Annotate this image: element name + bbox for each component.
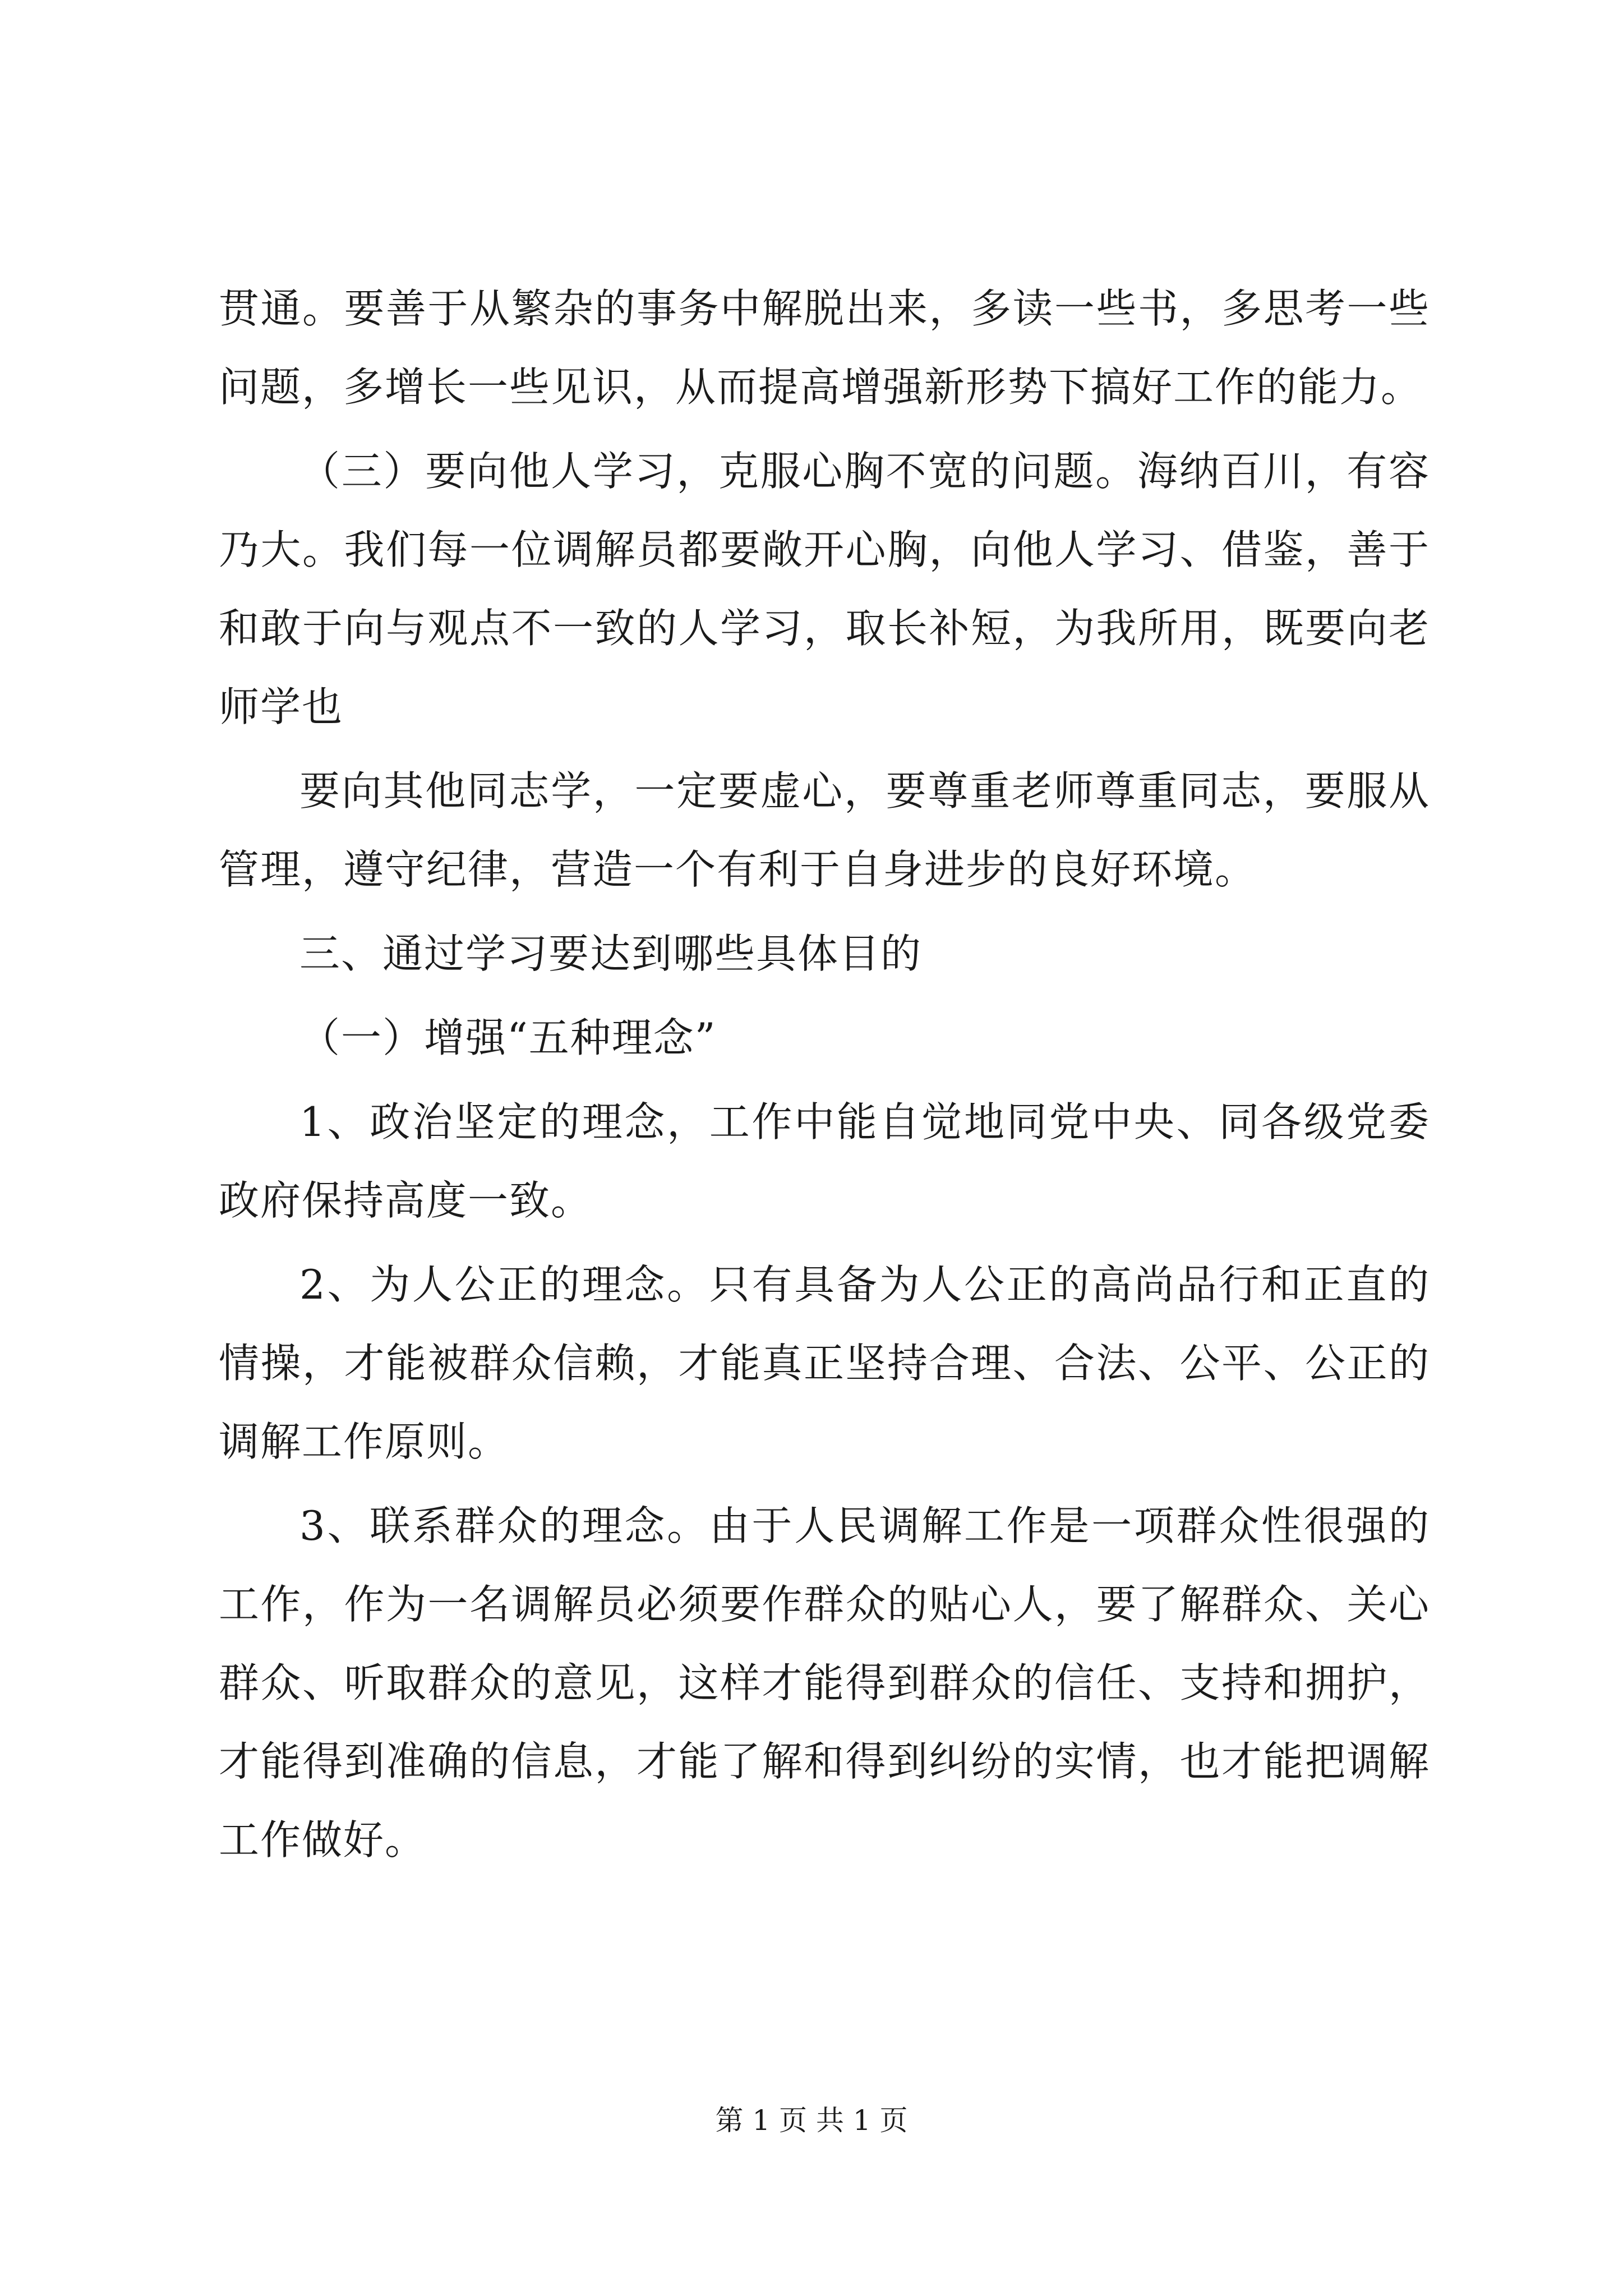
- subsection-heading: （一）增强“五种理念”: [299, 1014, 717, 1061]
- list-item-3: 3、联系群众的理念。由于人民调解工作是一项群众性很强的工作，作为一名调解员必须要作群众的贴心人，要了解群众、关心群众、听取群众的意见，这样才能得到群众的信任、支持和拥护，才能得到准确的信息，才能了解和得到纠纷的实情，也才能把调解工作做好。: [219, 1502, 1430, 1864]
- section-heading: 三、通过学习要达到哪些具体目的: [299, 930, 923, 977]
- page-number-label: 第 1 页 共 1 页: [715, 2104, 908, 2137]
- list-item-1: 1、政治坚定的理念，工作中能自觉地同党中央、同各级党委政府保持高度一致。: [219, 1098, 1430, 1224]
- paragraph-2: （三）要向他人学习，克服心胸不宽的问题。海纳百川，有容乃大。我们每一位调解员都要敞开心胸，向他人学习、借鉴，善于和敢于向与观点不一致的人学习，取长补短，为我所用，既要向老师学也: [219, 448, 1430, 730]
- paragraph-3: 要向其他同志学，一定要虚心，要尊重老师尊重同志，要服从管理，遵守纪律，营造一个有利于自身进步的良好环境。: [219, 767, 1430, 893]
- list-item-2: 2、为人公正的理念。只有具备为人公正的高尚品行和正直的情操，才能被群众信赖，才能真正坚持合理、合法、公平、公正的调解工作原则。: [219, 1261, 1430, 1465]
- paragraph-1: 贯通。要善于从繁杂的事务中解脱出来，多读一些书，多思考一些问题，多增长一些见识，从而提高增强新形势下搞好工作的能力。: [219, 285, 1430, 411]
- page-footer: [0, 2101, 1623, 2140]
- document-body: [219, 269, 1430, 1885]
